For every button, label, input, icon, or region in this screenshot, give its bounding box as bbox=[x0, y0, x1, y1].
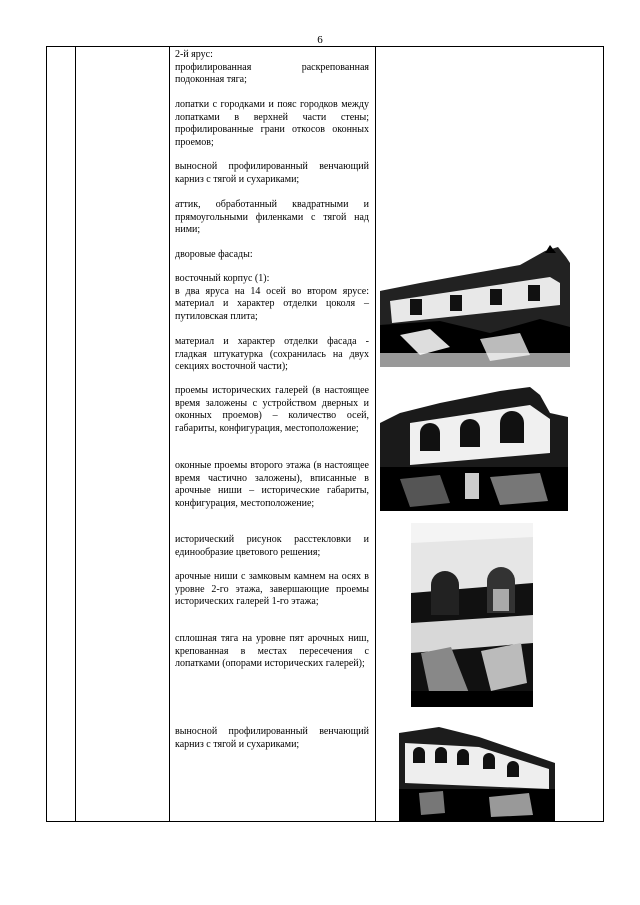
paragraph: аттик, обработанный квадратными и прямоугольными филенками с тягой над ними; bbox=[175, 199, 369, 235]
paragraph: лопатки с городками и пояс городков между лопатками в верхней части стены; профилированные грани откосов оконных проемов; bbox=[175, 99, 369, 148]
paragraph: восточный корпус (1): в два яруса на 14 осей во втором ярусе: материал и характер отделки цоколя – путиловская плита; bbox=[175, 273, 369, 322]
paragraph: проемы исторических галерей (в настоящее время заложены с устройством дверных и оконных проемов) – количество осей, габариты, конфигурация, местоположение; bbox=[175, 385, 369, 434]
object-table bbox=[46, 46, 604, 822]
paragraph: материал и характер отделки фасада - гладкая штукатурка (сохранилась на двух секциях восточной части); bbox=[175, 336, 369, 372]
column-divider bbox=[375, 47, 376, 821]
paragraph: сплошная тяга на уровне пят арочных ниш, крепованная в местах пересечения с лопатками (опорами исторических галерей); bbox=[175, 633, 369, 669]
paragraph: исторический рисунок расстекловки и единообразие цветового решения; bbox=[175, 534, 369, 558]
facade-photo bbox=[399, 723, 555, 821]
paragraph: выносной профилированный венчающий карниз с тягой и сухариками; bbox=[175, 726, 369, 750]
paragraph: оконные проемы второго этажа (в настоящее время частично заложены), вписанные в арочные ниши – исторические габариты, конфигурация, местоположение; bbox=[175, 460, 369, 509]
page-number: 6 bbox=[317, 34, 323, 46]
paragraph: 2-й ярус: профилированная раскрепованная подоконная тяга; bbox=[175, 49, 369, 85]
column-divider bbox=[75, 47, 76, 821]
paragraph: выносной профилированный венчающий карниз с тягой и сухариками; bbox=[175, 161, 369, 185]
facade-photo bbox=[411, 523, 533, 707]
facade-photo bbox=[380, 383, 568, 511]
paragraph: арочные ниши с замковым камнем на осях в уровне 2-го этажа, завершающие проемы исторических галерей 1-го этажа; bbox=[175, 571, 369, 607]
paragraph: дворовые фасады: bbox=[175, 249, 253, 260]
facade-photo bbox=[380, 243, 570, 367]
column-divider bbox=[169, 47, 170, 821]
